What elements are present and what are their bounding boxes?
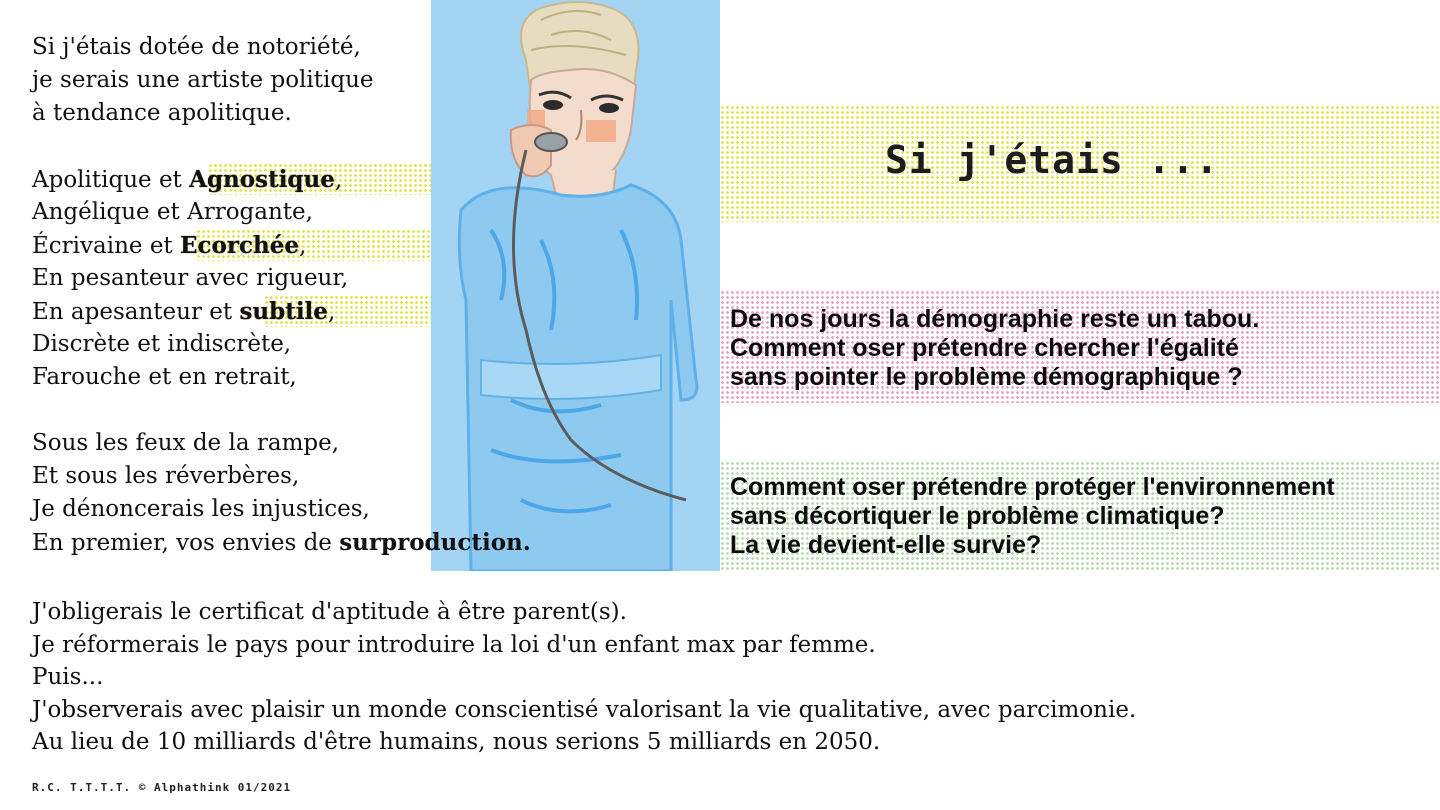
climate-paragraph [730, 473, 1335, 560]
page-title: Si j'étais ... [885, 138, 1220, 182]
closing-line: Je réformerais le pays pour introduire la loi d'un enfant max par femme. [32, 631, 876, 658]
poem-line: à tendance apolitique. [32, 100, 292, 126]
poem-line: Sous les feux de la rampe, [32, 430, 340, 456]
poem-text: En premier, vos envies de [32, 530, 340, 556]
poem-line: Farouche et en retrait, [32, 364, 297, 390]
closing-line: J'observerais avec plaisir un monde conscientisé valorisant la vie qualitative, avec parcimonie. [32, 696, 1137, 723]
highlighted-word: Ecorchée [179, 232, 299, 259]
poem-text: Apolitique et [32, 167, 190, 193]
poem-line: je serais une artiste politique [32, 67, 374, 93]
copyright-credit: R.C. T.T.T.T. © Alphathink 01/2021 [32, 781, 292, 794]
closing-line: Puis... [32, 664, 104, 690]
poem-line: Si j'étais dotée de notoriété, [32, 34, 361, 60]
highlighted-word: subtile [239, 298, 328, 325]
paragraph-line: Comment oser prétendre protéger l'environnement [730, 473, 1335, 501]
paragraph-line: De nos jours la démographie reste un tabou. [730, 305, 1260, 333]
closing-line: J'obligerais le certificat d'aptitude à être parent(s). [32, 599, 627, 625]
closing-line: Au lieu de 10 milliards d'être humains, nous serions 5 milliards en 2050. [32, 729, 881, 755]
poem-stanza-2 [32, 163, 348, 394]
closing-text [32, 596, 1136, 759]
poem-line: Je dénoncerais les injustices, [32, 496, 370, 522]
poem-text: Écrivaine et [32, 233, 180, 259]
paragraph-line: La vie devient-elle survie? [730, 531, 1042, 559]
poem-text: , [298, 233, 307, 259]
paragraph-line: sans pointer le problème démographique ? [730, 363, 1243, 391]
poem-line: Et sous les réverbères, [32, 463, 300, 489]
poem-text: En apesanteur et [32, 299, 240, 325]
poem-line [32, 526, 531, 559]
poem-line [32, 295, 348, 328]
poem-text: , [334, 167, 343, 193]
demography-paragraph [730, 305, 1259, 392]
poem-stanza-3 [32, 427, 531, 559]
paragraph-line: Comment oser prétendre chercher l'égalité [730, 334, 1239, 362]
poem-line [32, 229, 348, 262]
bold-word: surproduction. [339, 529, 531, 556]
poem-line: Discrète et indiscrète, [32, 331, 292, 357]
paragraph-line: sans décortiquer le problème climatique? [730, 502, 1225, 530]
highlighted-word: Agnostique [189, 166, 335, 193]
poem-line: En pesanteur avec rigueur, [32, 265, 349, 291]
poem-line: Angélique et Arrogante, [32, 199, 313, 225]
poem-line [32, 163, 348, 196]
poem-stanza-1 [32, 31, 374, 130]
poem-text: , [327, 299, 336, 325]
